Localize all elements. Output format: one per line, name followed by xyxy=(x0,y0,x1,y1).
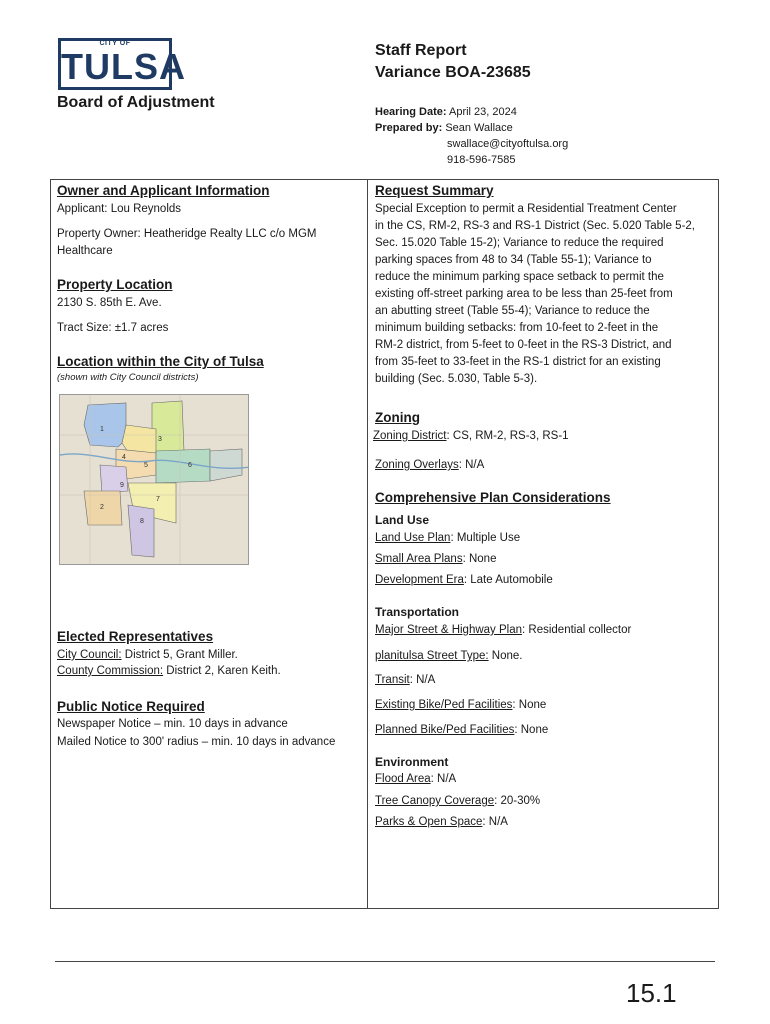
transportation-subheading: Transportation xyxy=(375,605,460,619)
zoning-heading: Zoning xyxy=(375,410,420,425)
logo-city-of: CITY OF xyxy=(99,40,131,47)
street-type-value: None. xyxy=(488,650,523,662)
map-label-7: 7 xyxy=(156,496,160,503)
small-area-plans-label: Small Area Plans xyxy=(375,553,463,565)
council-district-map xyxy=(59,394,249,565)
request-line: from 35-feet to 33-feet in the RS-1 district for an existing xyxy=(375,356,661,368)
existing-bike-ped xyxy=(375,697,546,714)
parks-open-space-label: Parks & Open Space xyxy=(375,816,483,828)
tree-canopy-value: : 20-30% xyxy=(494,795,541,807)
request-line: an abutting street (Table 55-4); Variance to reduce the xyxy=(375,305,650,317)
property-owner: Property Owner: Heatheridge Realty LLC c/o MGM Healthcare xyxy=(57,228,317,257)
request-summary xyxy=(375,201,715,388)
comprehensive-plan-heading: Comprehensive Plan Considerations xyxy=(375,490,611,505)
map-graphic xyxy=(60,395,249,565)
map-label-8: 8 xyxy=(140,518,144,525)
location-heading: Location within the City of Tulsa xyxy=(57,354,264,369)
flood-area xyxy=(375,771,456,788)
existing-bike-ped-value: : None xyxy=(512,699,547,711)
prepared-by: Sean Wallace xyxy=(445,122,513,134)
development-era-value: : Late Automobile xyxy=(463,574,553,586)
prepared-label: Prepared by: xyxy=(375,122,443,134)
request-line: existing off-street parking area to be less than 25-feet from xyxy=(375,288,673,300)
land-use-plan-label: Land Use Plan xyxy=(375,532,451,544)
hearing-label: Hearing Date: xyxy=(375,106,447,118)
report-title: Staff Report xyxy=(375,42,467,59)
land-use-plan-value: : Multiple Use xyxy=(450,532,521,544)
location-note: (shown with City Council districts) xyxy=(57,372,199,383)
planned-bike-ped-value: : None xyxy=(514,724,549,736)
planned-bike-ped-label: Planned Bike/Ped Facilities xyxy=(375,724,515,736)
existing-bike-ped-label: Existing Bike/Ped Facilities xyxy=(375,699,513,711)
board-title: Board of Adjustment xyxy=(57,94,215,111)
tree-canopy xyxy=(375,793,540,810)
request-line: minimum building setbacks: from 10-feet to 2-feet in the xyxy=(375,322,659,334)
city-council-value: District 5, Grant Miller. xyxy=(121,649,238,661)
map-label-1: 1 xyxy=(100,426,104,433)
major-street-plan xyxy=(375,622,631,639)
map-label-3: 3 xyxy=(158,436,162,443)
zoning-overlays xyxy=(375,457,484,474)
report-meta xyxy=(375,104,568,168)
map-label-6: 6 xyxy=(188,462,192,469)
development-era-label: Development Era xyxy=(375,574,464,586)
tree-canopy-label: Tree Canopy Coverage xyxy=(375,795,495,807)
map-label-9: 9 xyxy=(120,482,124,489)
zoning-overlays-value: : N/A xyxy=(458,459,485,471)
request-line: building (Sec. 5.030, Table 5-3). xyxy=(375,373,538,385)
major-street-plan-value: : Residential collector xyxy=(522,624,632,636)
email: swallace@cityoftulsa.org xyxy=(447,138,569,150)
street-type-label: planitulsa Street Type: xyxy=(375,650,489,662)
request-line: parking spaces from 48 to 34 (Table 55-1); Variance to xyxy=(375,254,652,266)
elected-heading: Elected Representatives xyxy=(57,629,214,644)
land-use-subheading: Land Use xyxy=(375,513,430,527)
zoning-district-label: Zoning District xyxy=(373,430,447,442)
property-location-heading: Property Location xyxy=(57,277,173,292)
zoning-district xyxy=(373,428,569,445)
newspaper-notice: Newspaper Notice – min. 10 days in advance xyxy=(57,718,288,730)
request-line: reduce the minimum parking space setback to permit the xyxy=(375,271,664,283)
hearing-date: April 23, 2024 xyxy=(448,106,517,118)
zoning-overlays-label: Zoning Overlays xyxy=(375,459,459,471)
parks-open-space-value: : N/A xyxy=(482,816,508,828)
public-notice-heading: Public Notice Required xyxy=(57,699,205,714)
flood-area-value: : N/A xyxy=(430,773,457,785)
small-area-plans-value: : None xyxy=(462,553,497,565)
map-label-5: 5 xyxy=(144,462,148,469)
development-era xyxy=(375,572,553,589)
map-label-2: 2 xyxy=(100,504,104,511)
land-use-plan xyxy=(375,530,520,547)
mailed-notice: Mailed Notice to 300' radius – min. 10 days in advance xyxy=(57,736,336,748)
transit-label: Transit xyxy=(375,674,410,686)
transit xyxy=(375,672,435,689)
owner-heading: Owner and Applicant Information xyxy=(57,183,270,198)
transit-value: : N/A xyxy=(409,674,436,686)
column-divider xyxy=(367,179,368,909)
map-label-4: 4 xyxy=(122,454,126,461)
major-street-plan-label: Major Street & Highway Plan xyxy=(375,624,523,636)
city-council xyxy=(57,647,238,664)
request-line: RM-2 district, from 5-feet to 0-feet in the RS-3 District, and xyxy=(375,339,672,351)
city-of-tulsa-logo xyxy=(58,38,186,90)
report-title-block xyxy=(375,40,531,84)
flood-area-label: Flood Area xyxy=(375,773,431,785)
planned-bike-ped xyxy=(375,722,548,739)
request-line: Sec. 15.020 Table 15-2); Variance to reduce the required xyxy=(375,237,664,249)
logo-tulsa: TULSA xyxy=(61,46,186,87)
report-id: Variance BOA-23685 xyxy=(375,64,531,81)
phone: 918-596-7585 xyxy=(447,154,516,166)
footer-rule xyxy=(55,961,715,962)
address: 2130 S. 85th E. Ave. xyxy=(57,297,162,309)
parks-open-space xyxy=(375,814,508,831)
applicant: Applicant: Lou Reynolds xyxy=(57,203,182,215)
county-commission xyxy=(57,663,281,680)
city-council-label: City Council: xyxy=(57,649,122,661)
county-commission-value: District 2, Karen Keith. xyxy=(163,665,281,677)
street-type xyxy=(375,648,522,665)
request-line: in the CS, RM-2, RS-3 and RS-1 District (Sec. 5.020 Table 5-2, xyxy=(375,220,696,232)
environment-subheading: Environment xyxy=(375,755,449,769)
zoning-district-value: : CS, RM-2, RS-3, RS-1 xyxy=(446,430,569,442)
request-summary-heading: Request Summary xyxy=(375,183,494,198)
page-number: 15.1 xyxy=(626,978,677,1008)
small-area-plans xyxy=(375,551,496,568)
request-line: Special Exception to permit a Residential Treatment Center xyxy=(375,203,677,215)
county-commission-label: County Commission: xyxy=(57,665,164,677)
tract-size: Tract Size: ±1.7 acres xyxy=(57,322,169,334)
